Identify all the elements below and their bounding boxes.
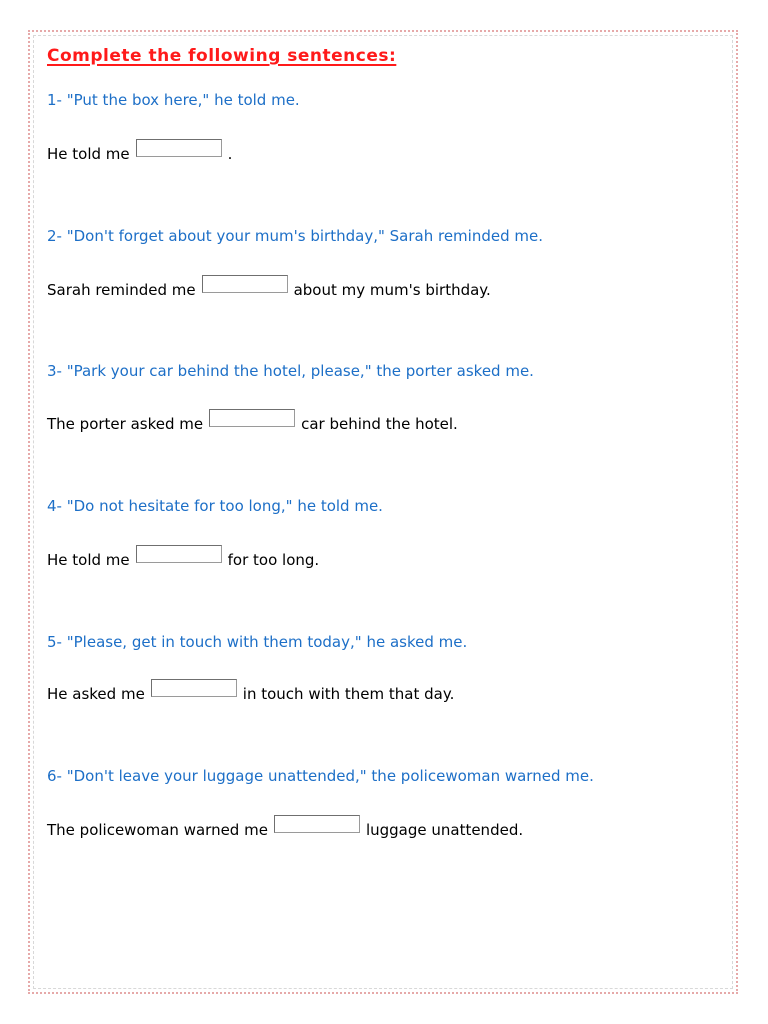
exercise-prompt-4: 4- "Do not hesitate for too long," he told me. [47, 497, 383, 515]
exercise-line-6 [47, 821, 523, 839]
sentence-end-2: about my mum's birthday. [293, 281, 491, 299]
answer-field-6[interactable] [274, 815, 360, 833]
sentence-end-4: for too long. [227, 551, 320, 569]
sentence-start-5: He asked me [47, 685, 145, 703]
exercise-line-4 [47, 551, 319, 569]
sentence-end-1: . [227, 145, 233, 163]
sentence-start-4: He told me [47, 551, 130, 569]
exercise-line-5 [47, 685, 454, 703]
sentence-start-3: The porter asked me [47, 415, 204, 433]
exercise-prompt-6: 6- "Don't leave your luggage unattended," the policewoman warned me. [47, 767, 594, 785]
answer-field-3[interactable] [209, 409, 295, 427]
exercise-prompt-3: 3- "Park your car behind the hotel, please," the porter asked me. [47, 362, 534, 380]
sentence-end-6: luggage unattended. [365, 821, 524, 839]
sentence-end-5: in touch with them that day. [242, 685, 455, 703]
exercise-prompt-5: 5- "Please, get in touch with them today," he asked me. [47, 633, 468, 651]
answer-field-5[interactable] [151, 679, 237, 697]
exercise-prompt-2: 2- "Don't forget about your mum's birthday," Sarah reminded me. [47, 227, 543, 245]
sentence-end-3: car behind the hotel. [301, 415, 458, 433]
exercise-line-3 [47, 415, 458, 433]
sentence-start-2: Sarah reminded me [47, 281, 196, 299]
sentence-start-6: The policewoman warned me [47, 821, 268, 839]
exercise-prompt-1: 1- "Put the box here," he told me. [47, 91, 300, 109]
answer-field-2[interactable] [202, 275, 288, 293]
sentence-start-1: He told me [47, 145, 130, 163]
answer-field-1[interactable] [136, 139, 222, 157]
worksheet-title: Complete the following sentences: [47, 46, 397, 66]
exercise-line-2 [47, 281, 491, 299]
exercise-line-1 [47, 145, 232, 163]
answer-field-4[interactable] [136, 545, 222, 563]
